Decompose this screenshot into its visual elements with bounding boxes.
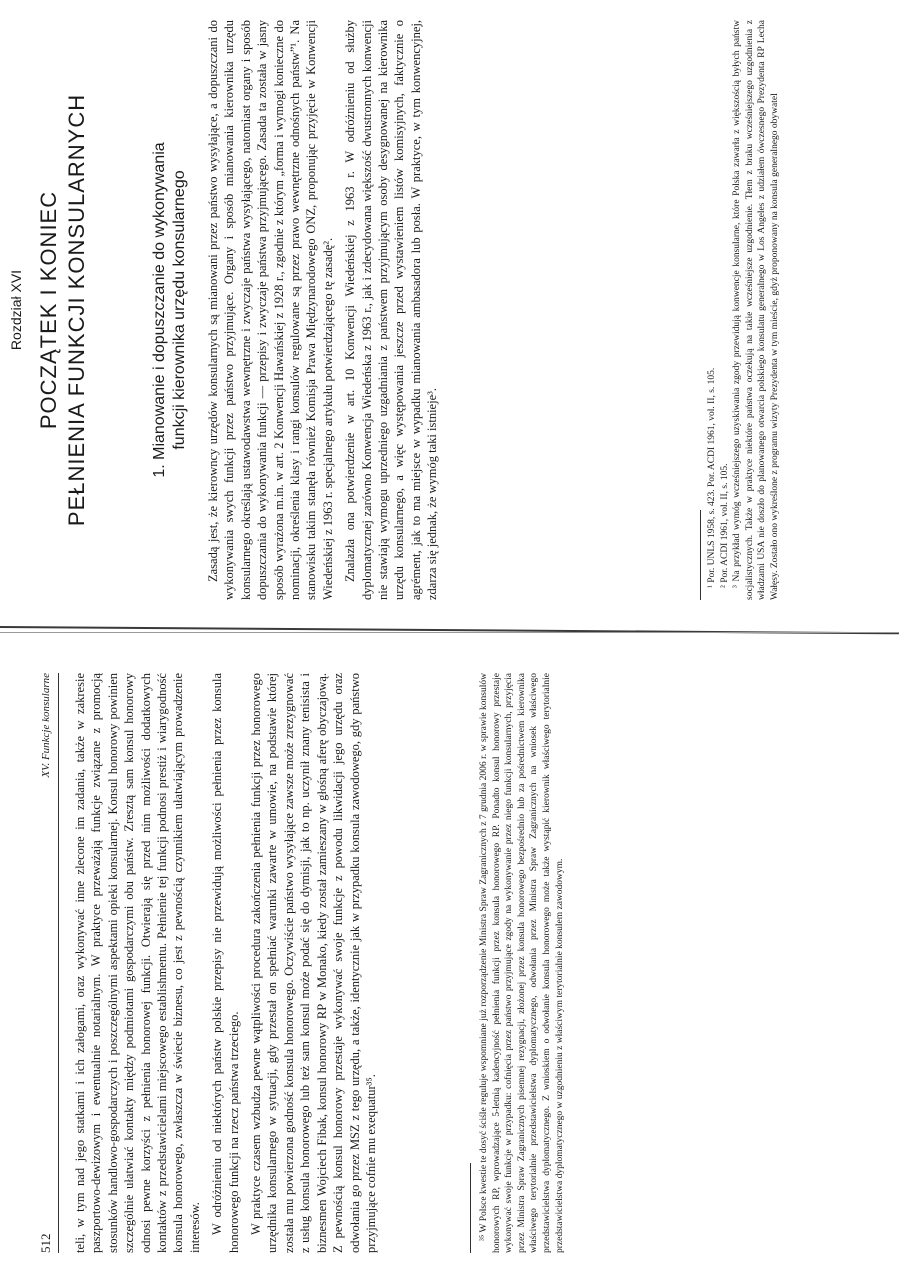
chapter-label: Rozdział XVI bbox=[8, 269, 24, 351]
paragraph: W praktyce czasem wzbudza pewne wątpliwości procedura zakończenia pełnienia funkcji przez honorowego urzędnika konsularnego w sytuacji, gdy przestał on spełniać warunki zawarte w umowie, na podstawie której została mu powierzona godność konsula honorowego. Oczywiście państwo wysyłające zawsze może zrezygnować z usług konsula honorowego lub też sam konsul może podać się do dymisji, jak to np. uczynił znany tenisista i biznesmen Wojciech Fibak, konsul honorowy RP w Monako, kiedy został zamieszany w głośną aferę obyczajową. Z pewnością konsul honorowy przestaje wykonywać swoje funkcje z powodu likwidacji jego urzędu oraz odwołania go przez MSZ z tego urzędu, a także, identycznie jak w przypadku konsula zawodowego, gdy państwo przyjmujące cofnie mu exequatur³⁵. bbox=[249, 673, 378, 1253]
right-page bbox=[0, 20, 880, 620]
chapter-title-line-2: PEŁNIENIA FUNKCJI KONSULARNYCH bbox=[64, 93, 89, 527]
footnote-rule bbox=[700, 510, 701, 600]
footnote: ² Por. ACDI 1961, vol. II, s. 105. bbox=[719, 463, 730, 588]
running-head: XV. Funkcje konsularne bbox=[40, 673, 52, 778]
section-title-line-2: funkcji kierownika urzędu konsularnego bbox=[171, 170, 188, 450]
page-number: 512 bbox=[38, 1233, 53, 1253]
right-footnotes bbox=[706, 20, 782, 600]
chapter-title-line-1: POCZĄTEK I KONIEC bbox=[36, 190, 61, 430]
paragraph: W odróżnieniu od niektórych państw polskie przepisy nie przewidują możliwości pełnienia przez konsula honorowego funkcji na rzecz państwa trzeciego. bbox=[210, 673, 241, 1253]
section-title-line-1: 1. Mianowanie i dopuszczanie do wykonywania bbox=[151, 142, 168, 478]
left-body-text bbox=[72, 673, 385, 1253]
footnote: ³⁵ W Polsce kwestie te dosyć ściśle reguluje wspomniane już rozporządzenie Ministra Spraw Zagranicznych z 7 grudnia 2006 r. w sprawie konsulów honorowych RP, wprowadzające 5-letnią kadencyjność pełnienia funkcji przez konsula honorowego RP. Ponadto konsul honorowy przestaje wykonywać swoje funkcje w przypadku: cofnięcia przez państwo przyjmujące zgody na wykonywanie przez niego funkcji konsularnych, przyjęcia przez Ministra Spraw Zagranicznych pisemnej rezygnacji, złożonej przez konsula honorowego bezpośrednio lub za pośrednictwem kierownika właściwego terytorialnie przedstawicielstwa dyplomatycznego, odwołania przez Ministra Spraw Zagranicznych na wniosek właściwego przedstawicielstwa dyplomatycznego. Z wnioskiem o odwołanie konsula honorowego może także wystąpić kierownik właściwego terytorialnie przedstawicielstwa dyplomatycznego w uzgodnieniu z właściwym terytorialnie konsulem zawodowym. bbox=[479, 673, 565, 1253]
left-footnote bbox=[478, 673, 566, 1253]
book-fold-edge bbox=[0, 632, 899, 633]
footnote: ³ Na przykład wymóg wcześniejszego uzyskiwania zgody przewidują konwencje konsularne, które Polska zawarła z większością byłych państw socjalistycznych. Także w praktyce niektóre państwa oczekują na takie wcześniejsze uzgodnienie. Tłem z braku wcześniejszego uzgodnienia z władzami USA nie doszło do planowanego otwarcia polskiego konsulatu generalnego w Los Angeles z udziałem ówczesnego Prezydenta RP Lecha Wałęsy. Zostało ono wykreślone z programu wizyty Prezydenta w tym mieście, gdyż proponowany na konsula generalnego obywatel bbox=[732, 20, 780, 600]
footnote: ¹ Por. UNLS 1958, s. 423. Por. ACDI 1961, vol. II, s. 105. bbox=[707, 367, 717, 588]
header-rule bbox=[58, 673, 59, 1253]
chapter-title bbox=[35, 40, 91, 580]
paragraph: Znalazła ona potwierdzenie w art. 10 Konwencji Wiedeńskiej z 1963 r. W odróżnieniu od służby dyplomatycznej zarówno Konwencja Wiedeńska z 1963 r., jak i zdecydowana większość dwustronnych konwencji nie stawiają wymogu uprzedniego uzgadniania z państwem przyjmującym osoby desygnowanej na kierownika urzędu konsularnego, a więc występowania jeszcze przed wystawieniem listów komisyjnych, faktycznie o agrément, jak to ma miejsce w wypadku mianowania ambasadora lub posła. W praktyce, w tym konwencyjnej, zdarza się jednak, że wymóg taki istnieje³. bbox=[343, 20, 440, 600]
paragraph: Zasadą jest, że kierowncy urzędów konsularnych są mianowani przez państwo wysyłające, a dopuszczani do wykonywania swych funkcji przez państwo przyjmujące. Organy i sposób mianowania kierownika urzędu konsularnego określają ustawodawstwa wewnętrzne i zwyczaje państwa wysyłającego, natomiast organy i sposób dopuszczania do wykonywania funkcji — przepisy i zwyczaje państwa przyjmującego. Zasada ta została w jasny sposób wyrażona m.in. w art. 2 Konwencji Hawańskiej z 1928 r., zgodnie z którym „forma i wymogi konieczne do nominacji, określenia klasy i rangi konsulów regulowane są przez prawo wewnętrzne odnośnych państw”¹. Na stanowisku takim stanęła również Komisja Prawa Międzynarodowego ONZ, proponując przyjęcie w Konwencji Wiedeńskiej z 1963 r. specjalnego artykułu potwierdzającego tę zasadę². bbox=[206, 20, 335, 600]
section-title bbox=[150, 20, 190, 600]
left-page bbox=[0, 653, 880, 1263]
book-fold-shadow bbox=[0, 626, 899, 634]
footnote-rule bbox=[470, 1163, 471, 1253]
paragraph: teli, w tym nad jego statkami i ich załogami, oraz wykonywać inne zlecone im zadania, także w zakresie paszportowo-dewizowym i ewentualnie notarialnym. W praktyce przeważają funkcje związane z promocją stosunków handlowo-gospodarczych i poszczególnymi aspektami opieki konsularnej. Konsul honorowy powinien szczególnie ułatwiać kontakty między podmiotami gospodarczymi obu państw. Zresztą sam konsul honorowy odnosi pewne korzyści z pełnienia honorowej funkcji. Otwierają się przed nim możliwości dodatkowych kontaktów z przedstawicielami miejscowego establishmentu. Pełnienie tej funkcji podnosi prestiż i wiarygodność konsula honorowego, zwłaszcza w świecie biznesu, co jest z pewnością czynnikiem ułatwiającym prowadzenie interesów. bbox=[73, 673, 202, 1253]
right-body-text bbox=[205, 20, 447, 600]
